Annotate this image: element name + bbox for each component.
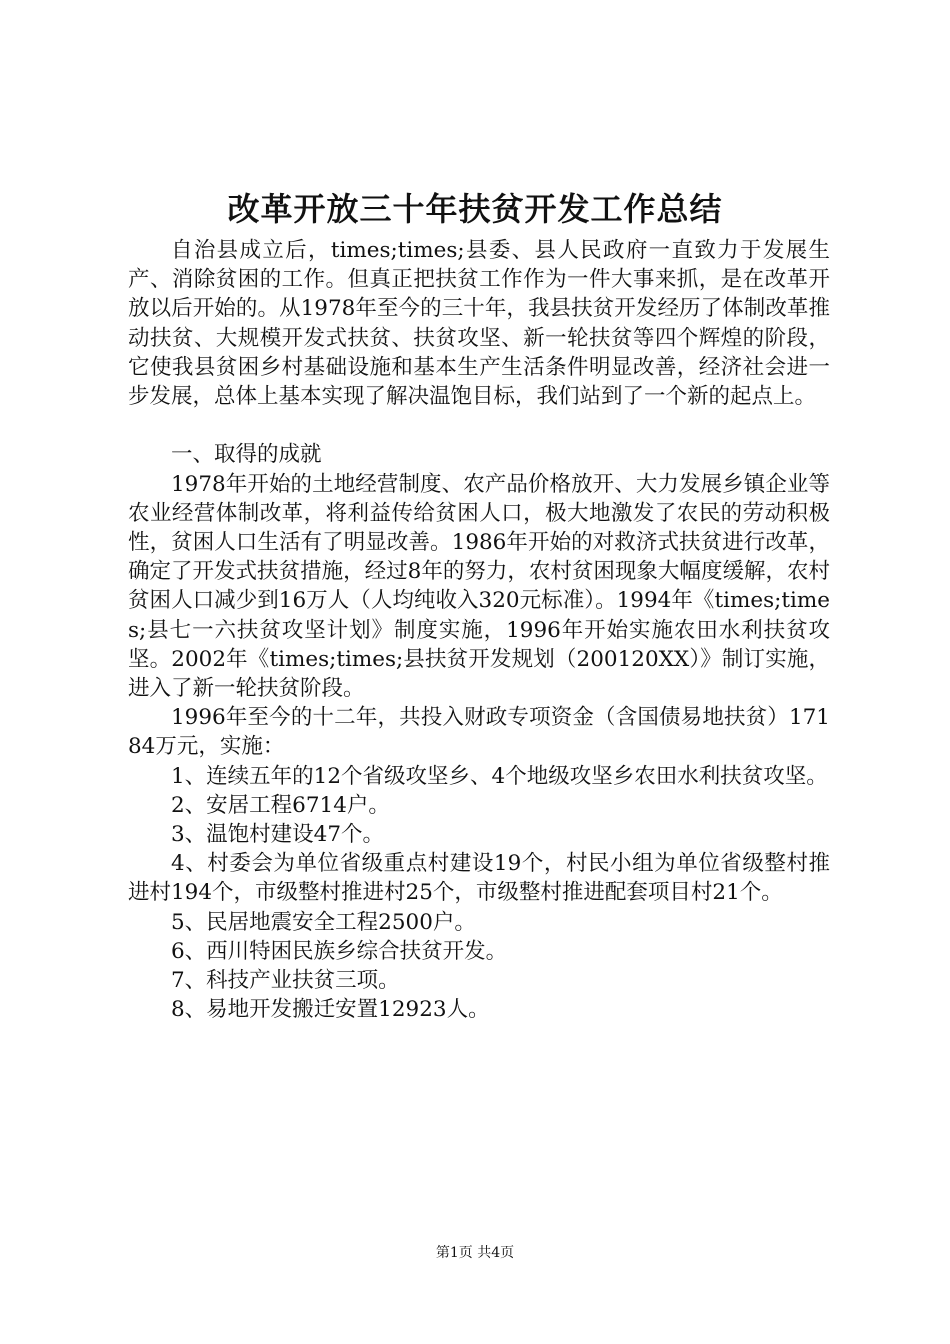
body-paragraph: 1978年开始的土地经营制度、农产品价格放开、大力发展乡镇企业等农业经营体制改革，将利益传给贫困人口，极大地激发了农民的劳动积极性，贫困人口生活有了明显改善。1986年开始的对救济式扶贫进行改革，确定了开发式扶贫措施，经过8年的努力，农村贫困现象大幅度缓解，农村贫困人口减少到16万人（人均纯收入320元标准）。1994年《times;times;县七一六扶贫攻坚计划》制度实施，1996年开始实施农田水利扶贫攻坚。2002年《times;times;县扶贫开发规划（200120XX）》制订实施，进入了新一轮扶贫阶段。 [128, 471, 830, 702]
list-item: 5、民居地震安全工程2500户。 [171, 909, 476, 935]
page-footer: 第1页 共4页 [435, 1245, 515, 1261]
list-item: 2、安居工程6714户。 [171, 792, 390, 818]
list-item: 8、易地开发搬迁安置12923人。 [171, 997, 490, 1023]
list-item: 1、连续五年的12个省级攻坚乡、4个地级攻坚乡农田水利扶贫攻坚。 [171, 763, 828, 789]
document-body [128, 236, 830, 1024]
list-item: 3、温饱村建设47个。 [171, 822, 385, 848]
paragraph-gap [128, 411, 830, 440]
list-item: 6、西川特困民族乡综合扶贫开发。 [171, 938, 508, 964]
list-item: 7、科技产业扶贫三项。 [171, 968, 400, 994]
body-paragraph: 1996年至今的十二年，共投入财政专项资金（含国债易地扶贫）17184万元，实施： [128, 705, 830, 760]
intro-paragraph: 自治县成立后，times;times;县委、县人民政府一直致力于发展生产、消除贫困的工作。但真正把扶贫工作作为一件大事来抓，是在改革开放以后开始的。从1978年至今的三十年，我县扶贫开发经历了体制改革推动扶贫、大规模开发式扶贫、扶贫攻坚、新一轮扶贫等四个辉煌的阶段，它使我县贫困乡村基础设施和基本生产生活条件明显改善，经济社会进一步发展，总体上基本实现了解决温饱目标，我们站到了一个新的起点上。 [128, 238, 830, 410]
list-item: 4、村委会为单位省级重点村建设19个，村民小组为单位省级整村推进村194个，市级整村推进村25个，市级整村推进配套项目村21个。 [128, 851, 830, 906]
document-title: 改革开放三十年扶贫开发工作总结 [227, 190, 723, 228]
section-heading: 一、取得的成就 [171, 442, 322, 468]
